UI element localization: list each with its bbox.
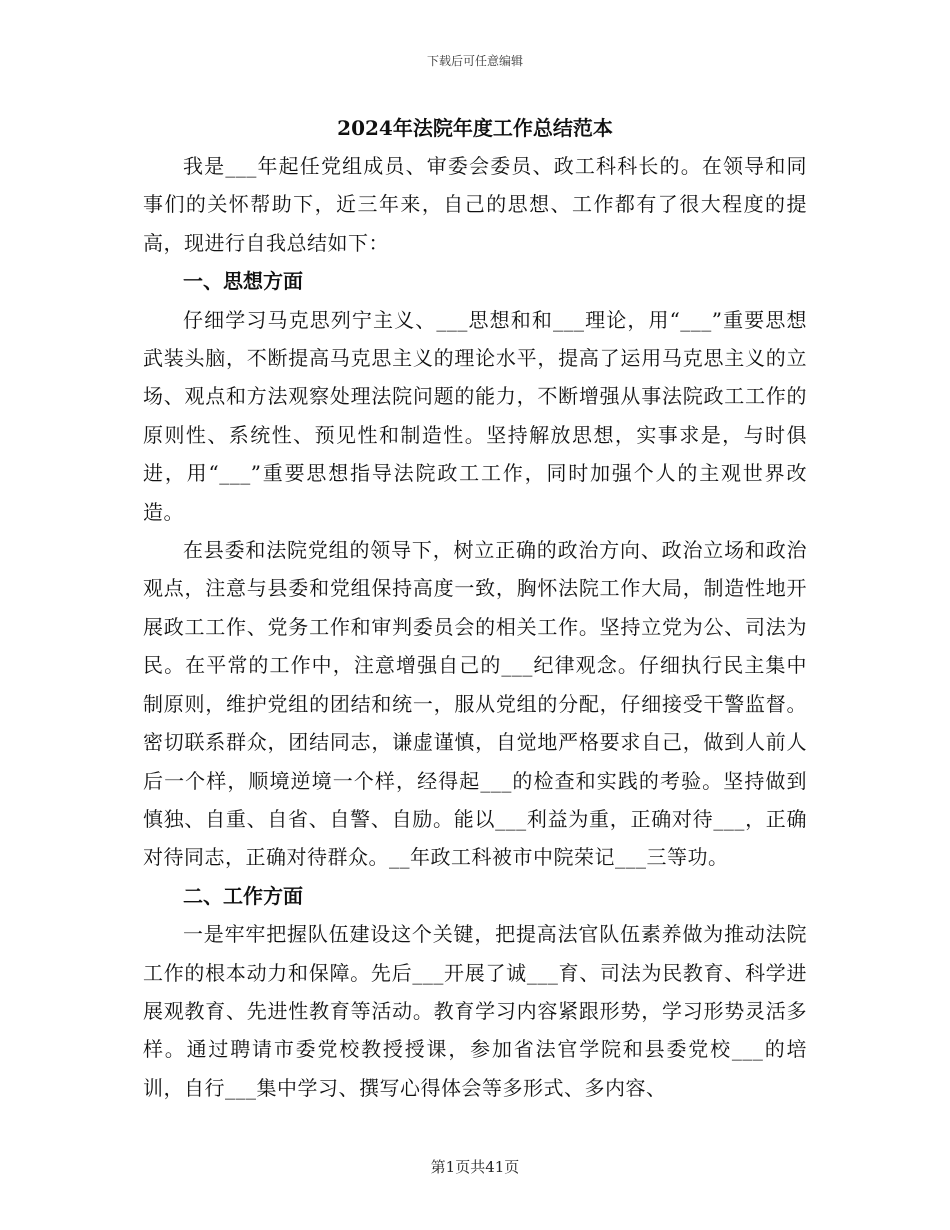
- header-note: 下载后可任意编辑: [426, 54, 523, 68]
- section-heading-thought: 一、思想方面: [183, 269, 303, 294]
- page-footer: 第1页共41页: [430, 1158, 520, 1176]
- document-page: [143, 113, 807, 1107]
- document-title: 2024年法院年度工作总结范本: [337, 116, 613, 140]
- thought-paragraph-1: 仔细学习马克思列宁主义、___思想和和___理论，用“___”重要思想武装头脑，不断提高马克思主义的理论水平，提高了运用马克思主义的立场、观点和方法观察处理法院问题的能力，不断增强从事法院政工工作的原则性、系统性、预见性和制造性。坚持解放思想，实事求是，与时俱进，用“___”重要思想指导法院政工工作，同时加强个人的主观世界改造。: [143, 307, 807, 524]
- work-paragraph-1: 一是牢牢把握队伍建设这个关键，把提高法官队伍素养做为推动法院工作的根本动力和保障。先后___开展了诚___育、司法为民教育、科学进展观教育、先进性教育等活动。教育学习内容紧跟形势，学习形势灵活多样。通过聘请市委党校教授授课，参加省法官学院和县委党校___的培训，自行___集中学习、撰写心得体会等多形式、多内容、: [143, 922, 807, 1100]
- thought-paragraph-2: 在县委和法院党组的领导下，树立正确的政治方向、政治立场和政治观点，注意与县委和党组保持高度一致，胸怀法院工作大局，制造性地开展政工工作、党务工作和审判委员会的相关工作。坚持立党为公、司法为民。在平常的工作中，注意增强自己的___纪律观念。仔细执行民主集中制原则，维护党组的团结和统一，服从党组的分配，仔细接受干警监督。密切联系群众，团结同志，谦虚谨慎，自觉地严格要求自己，做到人前人后一个样，顺境逆境一个样，经得起___的检查和实践的考验。坚持做到慎独、自重、自省、自警、自励。能以___利益为重，正确对待___，正确对待同志，正确对待群众。__年政工科被市中院荣记___三等功。: [143, 538, 807, 870]
- section-heading-work: 二、工作方面: [183, 883, 303, 908]
- intro-paragraph: 我是___年起任党组成员、审委会委员、政工科科长的。在领导和同事们的关怀帮助下，近三年来，自己的思想、工作都有了很大程度的提高，现进行自我总结如下：: [143, 154, 807, 255]
